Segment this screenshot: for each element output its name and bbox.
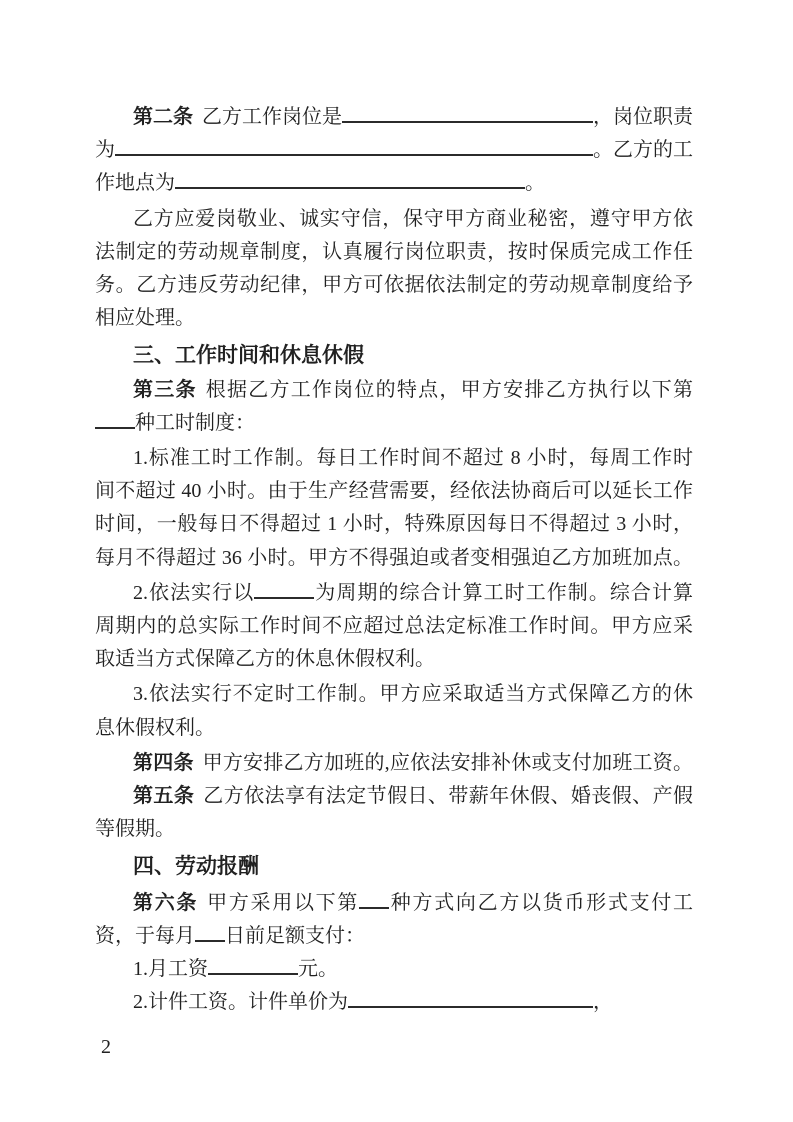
text-segment: 时间，一般每日不得超过 1 小时，特殊原因每日不得超过 3 小时，: [95, 513, 693, 536]
blank-field: [175, 169, 525, 189]
text-segment: 种工时制度：: [135, 411, 255, 434]
text-segment: 等假期。: [95, 818, 175, 841]
text-line: [95, 577, 693, 610]
text-segment: 。: [525, 172, 545, 195]
text-line: [95, 302, 693, 335]
text-line: [95, 712, 693, 745]
text-line: [95, 920, 693, 953]
text-segment: 为周期的综合计算工时工作制。综合计算: [314, 581, 693, 604]
blank-field: [359, 889, 389, 909]
section-heading: [95, 339, 693, 373]
page-number: 2: [101, 1036, 111, 1058]
text-segment: 。乙方的工: [593, 139, 693, 162]
text-segment: 1.标准工时工作制。每日工作时间不超过 8 小时，每周工作时: [133, 447, 693, 470]
text-line: [95, 167, 693, 200]
text-segment: 根据乙方工作岗位的特点，甲方安排乙方执行以下第: [205, 378, 694, 401]
blank-field: [115, 136, 593, 156]
text-segment: ，: [593, 991, 613, 1014]
text-line: [95, 887, 693, 920]
article-label: 第三条: [133, 378, 197, 401]
text-segment: 作地点为: [95, 172, 175, 195]
text-line: [95, 986, 693, 1019]
text-segment: 2.计件工资。计件单价为: [133, 991, 348, 1014]
article-label: 第二条: [133, 106, 193, 128]
blank-field: [342, 103, 593, 123]
text-segment: 为: [95, 139, 115, 162]
text-segment: 乙方工作岗位是: [202, 106, 342, 128]
paragraph: [95, 780, 693, 846]
text-line: [95, 678, 693, 711]
article-label: 四、劳动报酬: [133, 855, 259, 879]
text-line: [95, 542, 693, 575]
text-line: [95, 953, 693, 986]
paragraph: [95, 678, 693, 744]
text-line: [95, 850, 693, 884]
article-label: 第五条: [133, 785, 195, 808]
text-line: [95, 747, 693, 780]
text-line: [95, 101, 693, 134]
text-segment: 乙方依法享有法定节假日、带薪年休假、婚丧假、产假: [203, 785, 694, 808]
text-segment: 甲方采用以下第: [207, 891, 360, 914]
blank-field: [95, 409, 135, 429]
text-segment: 周期内的总实际工作时间不应超过总法定标准工作时间。甲方应采: [95, 615, 693, 638]
text-line: [95, 610, 693, 643]
blank-field: [254, 579, 314, 599]
text-line: [95, 236, 693, 269]
section-heading: [95, 850, 693, 884]
paragraph: [95, 953, 693, 986]
paragraph: [95, 442, 693, 575]
text-segment: 1.月工资: [133, 958, 208, 981]
text-line: [95, 442, 693, 475]
text-segment: 乙方应爱岗敬业、诚实守信，保守甲方商业秘密，遵守甲方依: [133, 207, 693, 230]
blank-field: [195, 922, 225, 942]
text-line: [95, 269, 693, 302]
text-line: [95, 780, 693, 813]
article-label: 第四条: [133, 751, 194, 774]
paragraph: [95, 374, 693, 440]
text-line: [95, 134, 693, 167]
text-line: [95, 407, 693, 440]
text-line: [95, 508, 693, 541]
text-line: [95, 813, 693, 846]
paragraph: [95, 986, 693, 1019]
text-segment: 每月不得超过 36 小时。甲方不得强迫或者变相强迫乙方加班加点。: [95, 546, 693, 569]
text-segment: 间不超过 40 小时。由于生产经营需要，经依法协商后可以延长工作: [95, 480, 693, 503]
document-body: [95, 101, 693, 1019]
text-segment: 甲方安排乙方加班的,应依法安排补休或支付加班工资。: [202, 751, 694, 774]
article-label: 三、工作时间和休息休假: [133, 344, 364, 368]
text-line: [95, 374, 693, 407]
paragraph: [95, 747, 693, 780]
text-segment: 法制定的劳动规章制度，认真履行岗位职责，按时保质完成工作任: [95, 240, 693, 263]
text-segment: 取适当方式保障乙方的休息休假权利。: [95, 648, 435, 671]
paragraph: [95, 101, 693, 201]
paragraph: [95, 887, 693, 953]
text-segment: 相应处理。: [95, 307, 195, 330]
text-line: [95, 643, 693, 676]
paragraph: [95, 203, 693, 336]
text-segment: 务。乙方违反劳动纪律，甲方可依据依法制定的劳动规章制度给予: [95, 274, 693, 297]
text-segment: 种方式向乙方以货币形式支付工: [389, 891, 694, 914]
blank-field: [348, 988, 593, 1008]
blank-field: [208, 955, 298, 975]
text-line: [95, 475, 693, 508]
text-segment: ，岗位职责: [593, 106, 693, 128]
text-segment: 元。: [298, 958, 338, 981]
text-segment: 资，于每月: [95, 924, 195, 947]
text-segment: 日前足额支付：: [225, 924, 365, 947]
text-line: [95, 203, 693, 236]
text-segment: 3.依法实行不定时工作制。甲方应采取适当方式保障乙方的休: [133, 683, 693, 706]
text-line: [95, 339, 693, 373]
text-segment: 息休假权利。: [95, 716, 215, 739]
paragraph: [95, 577, 693, 677]
article-label: 第六条: [133, 891, 199, 914]
text-segment: 2.依法实行以: [133, 581, 255, 604]
